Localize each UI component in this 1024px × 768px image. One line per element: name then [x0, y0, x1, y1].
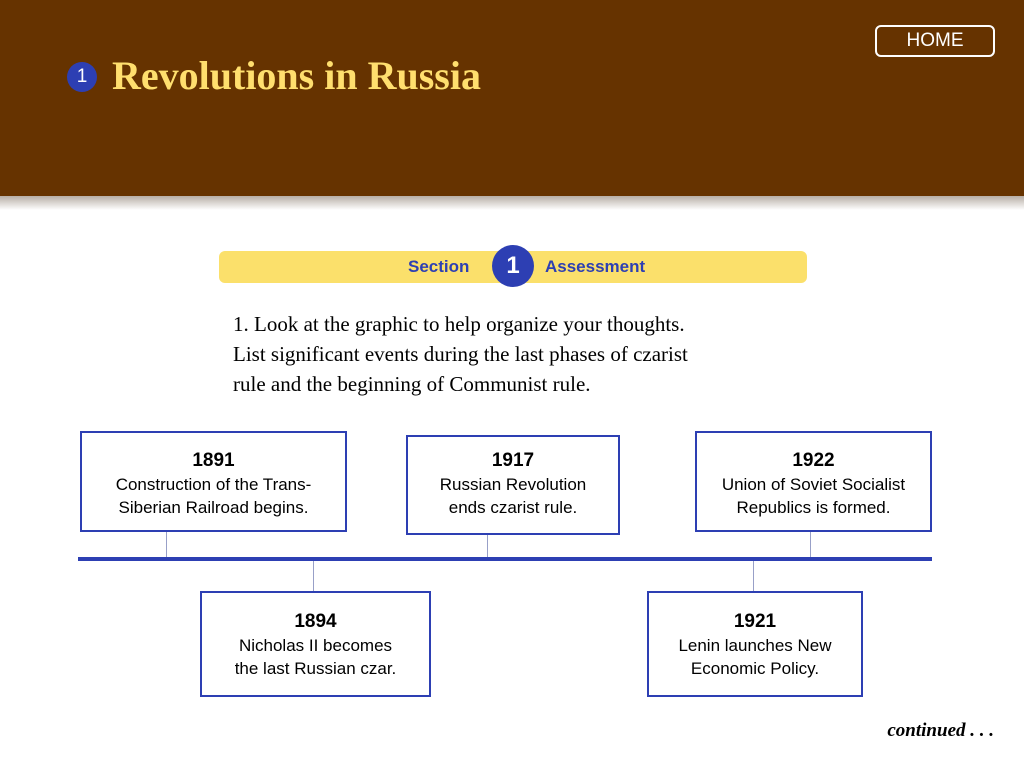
question-line: List significant events during the last phases of czarist	[233, 342, 688, 366]
connector-1922	[810, 532, 811, 557]
timeline-event-1922	[695, 431, 932, 532]
continued-link[interactable]: continued . . .	[887, 720, 994, 741]
timeline-axis	[78, 557, 932, 561]
timeline-event-1921	[647, 591, 863, 697]
section-number-badge: 1	[67, 62, 97, 92]
event-description-line: the last Russian czar.	[234, 659, 397, 678]
connector-1917	[487, 535, 488, 557]
section-assessment-bar	[219, 251, 807, 283]
event-year: 1891	[192, 450, 235, 471]
event-year: 1921	[733, 611, 777, 632]
connector-1891	[166, 532, 167, 557]
event-description-line: Republics is formed.	[736, 498, 891, 517]
event-year: 1922	[792, 450, 835, 471]
event-year: 1917	[491, 450, 535, 471]
section-label: Section	[408, 257, 470, 276]
header-shadow	[0, 196, 1024, 210]
question-line: 1. Look at the graphic to help organize your thoughts.	[233, 312, 685, 336]
timeline-event-1894	[200, 591, 431, 697]
timeline-event-1917	[406, 435, 620, 535]
question-line: rule and the beginning of Communist rule.	[233, 372, 591, 396]
page-title: Revolutions in Russia	[112, 53, 481, 98]
assessment-label: Assessment	[545, 257, 646, 276]
connector-1894	[313, 561, 314, 592]
timeline-event-1891	[80, 431, 347, 532]
event-description-line: Union of Soviet Socialist	[721, 475, 906, 494]
event-description-line: Siberian Railroad begins.	[118, 498, 309, 517]
event-year: 1894	[294, 611, 337, 632]
event-description-line: Nicholas II becomes	[238, 636, 393, 655]
assessment-number-badge: 1	[492, 245, 534, 287]
event-description-line: Lenin launches New	[678, 636, 832, 655]
event-description-line: Economic Policy.	[690, 659, 820, 678]
connector-1921	[753, 561, 754, 592]
home-button[interactable]: HOME	[875, 25, 995, 57]
event-description-line: Construction of the Trans-	[115, 475, 312, 494]
event-description-line: ends czarist rule.	[448, 498, 578, 517]
question-text	[233, 309, 813, 399]
event-description-line: Russian Revolution	[439, 475, 587, 494]
